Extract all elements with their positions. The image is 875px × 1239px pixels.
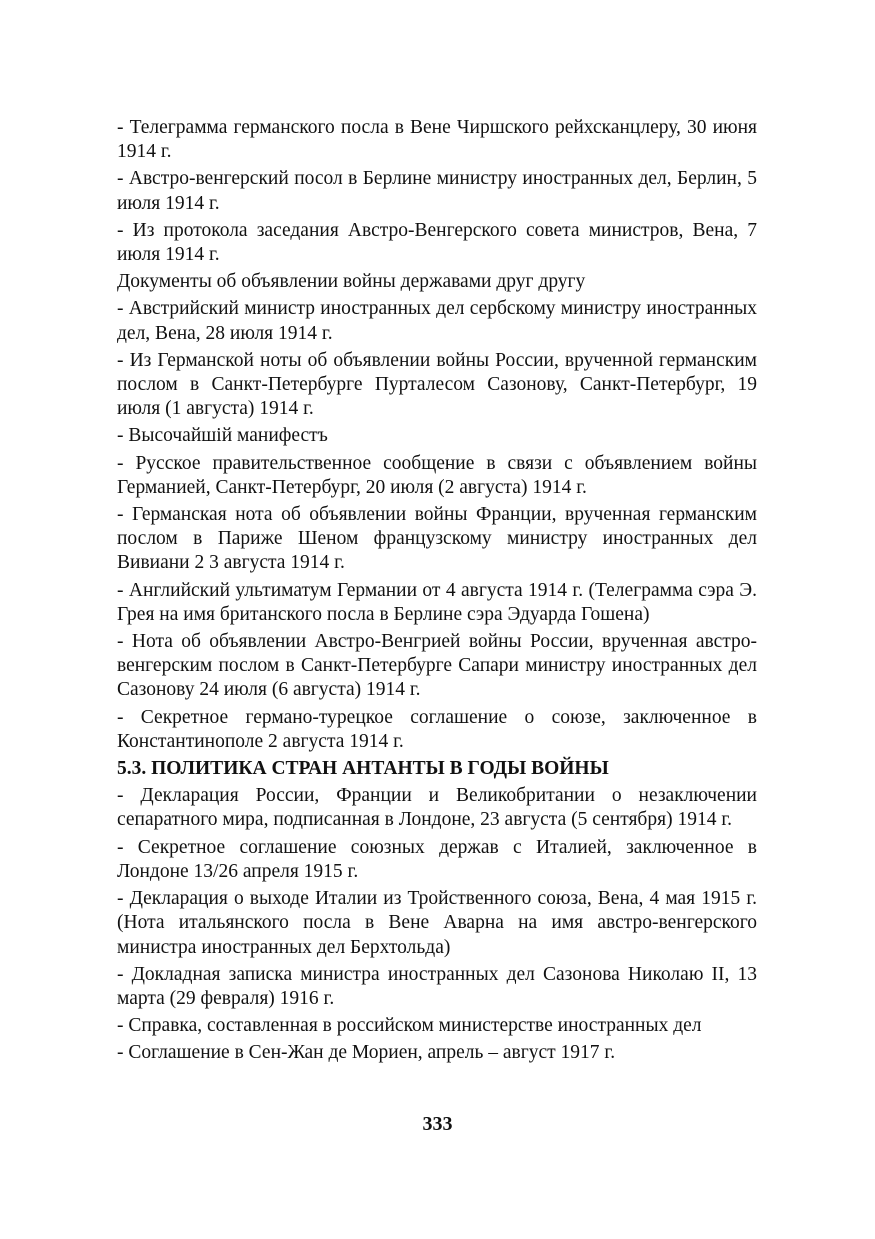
document-list-item: - Нота об объявлении Австро-Венгрией войны России, врученная австро-венгерским послом в Санкт-Петербурге Сапари министру иностранных дел Сазонову 24 июля (6 августа) 1914 г. [117, 631, 757, 701]
document-list-item: - Декларация России, Франции и Великобритании о незаключении сепаратного мира, подписанная в Лондоне, 23 августа (5 сентября) 1914 г. [117, 785, 757, 831]
document-list-item: - Из Германской ноты об объявлении войны России, врученной германским послом в Санкт-Петербурге Пурталесом Сазонову, Санкт-Петербург, 19 июля (1 августа) 1914 г. [117, 349, 757, 420]
page-number: 333 [422, 1113, 453, 1135]
document-list-item: - Декларация о выходе Италии из Тройственного союза, Вена, 4 мая 1915 г. (Нота итальянского посла в Вене Аварна на имя австро-венгерского министра иностранных дел Берхтольда) [117, 888, 757, 958]
document-list-item: - Австро-венгерский посол в Берлине министру иностранных дел, Берлин, 5 июля 1914 г. [117, 168, 757, 214]
section-heading: 5.3. ПОЛИТИКА СТРАН АНТАНТЫ В ГОДЫ ВОЙНЫ [117, 758, 609, 780]
document-list-item: - Из протокола заседания Австро-Венгерского совета министров, Вена, 7 июля 1914 г. [117, 219, 757, 266]
document-list-item: - Австрийский министр иностранных дел сербскому министру иностранных дел, Вена, 28 июля 1914 г. [117, 298, 757, 344]
document-list-item: - Докладная записка министра иностранных дел Сазонова Николаю II, 13 марта (29 февраля) 1916 г. [117, 963, 757, 1009]
document-list-item: - Английский ультиматум Германии от 4 августа 1914 г. (Телеграмма сэра Э. Грея на имя британского посла в Берлине сэра Эдуарда Гошена) [117, 579, 757, 625]
document-list-item: - Справка, составленная в российском министерстве иностранных дел [117, 1015, 702, 1037]
document-list-item: - Высочайшій манифестъ [117, 425, 328, 447]
document-list-item: - Соглашение в Сен-Жан де Мориен, апрель – август 1917 г. [117, 1042, 616, 1064]
subsection-caption: Документы об объявлении войны державами друг другу [117, 271, 586, 293]
document-list-item: - Русское правительственное сообщение в связи с объявлением войны Германией, Санкт-Петербург, 20 июля (2 августа) 1914 г. [117, 452, 757, 498]
document-list-item: - Секретное соглашение союзных держав с Италией, заключенное в Лондоне 13/26 апреля 1915 г. [117, 836, 757, 882]
document-list-item: - Германская нота об объявлении войны Франции, врученная германским послом в Париже Шеном французскому министру иностранных дел Вивиани 2 3 августа 1914 г. [117, 504, 757, 574]
document-page-body [117, 116, 757, 1069]
document-list-item: - Телеграмма германского посла в Вене Чиршского рейхсканцлеру, 30 июня 1914 г. [117, 117, 757, 163]
document-list-item: - Секретное германо-турецкое соглашение о союзе, заключенное в Константинополе 2 августа 1914 г. [117, 706, 757, 752]
